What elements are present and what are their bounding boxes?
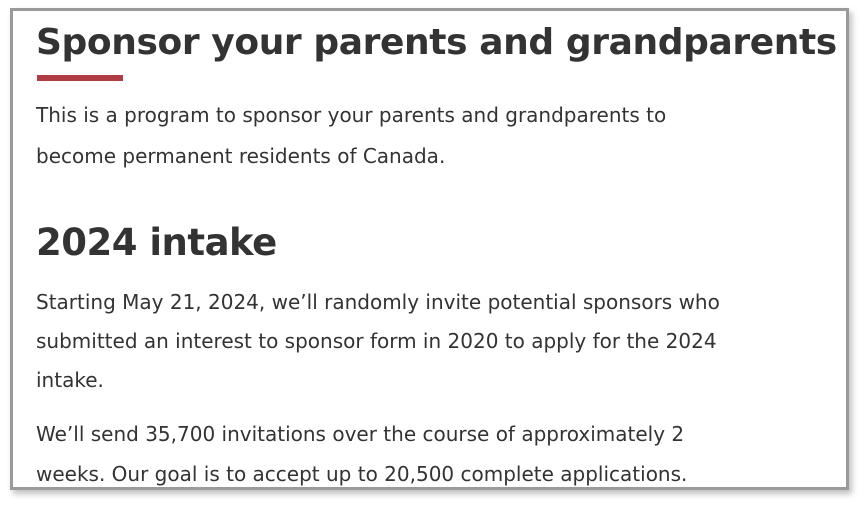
section-heading-intake: 2024 intake (36, 221, 277, 264)
intake-paragraph-start-date (36, 283, 826, 400)
intro-line: become permanent residents of Canada. (36, 144, 446, 168)
intake-paragraph-invitations (36, 414, 826, 490)
intro-paragraph (36, 95, 816, 177)
screenshot-frame (10, 8, 849, 490)
paragraph-line: Starting May 21, 2024, we’ll randomly invite potential sponsors who (36, 290, 720, 314)
paragraph-line: submitted an interest to sponsor form in 2020 to apply for the 2024 (36, 329, 717, 353)
title-accent-bar (37, 75, 123, 81)
paragraph-line: We’ll send 35,700 invitations over the course of approximately 2 (36, 422, 685, 446)
page-title: Sponsor your parents and grandparents (36, 22, 837, 63)
paragraph-line: intake. (36, 368, 104, 392)
paragraph-line: weeks. Our goal is to accept up to 20,500 complete applications. (36, 462, 688, 486)
intro-line: This is a program to sponsor your parents and grandparents to (36, 103, 667, 127)
